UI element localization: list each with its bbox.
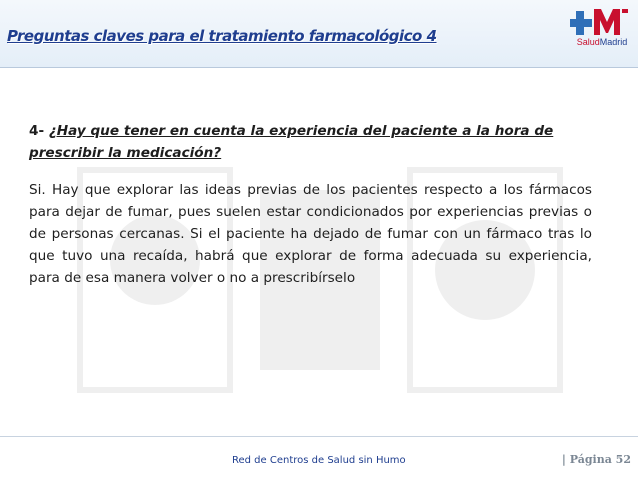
logo-text-primary: Salud <box>576 37 600 47</box>
answer-paragraph: Si. Hay que explorar las ideas previas de los pacientes respecto a los fármacos para dejar de fumar, pues suelen estar condicionados por experiencias previas o de personas cercanas. Si el paciente ha dejado de fumar con un fármaco tras lo que tuvo una recaída, habrá que explorar de forma adecuada su experiencia, para de esa manera volver o no a prescribírselo <box>29 182 592 286</box>
question <box>29 120 592 164</box>
question-number: 4- <box>29 123 49 139</box>
logo-text <box>572 37 632 47</box>
logo-text-secondary: Madrid <box>599 37 628 47</box>
slide-content <box>29 120 592 289</box>
header-divider <box>0 67 638 68</box>
footer-network-name: Red de Centros de Salud sin Humo <box>232 455 406 466</box>
question-text: ¿Hay que tener en cuenta la experiencia del paciente a la hora de prescribir la medicación? <box>29 123 554 161</box>
slide-title: Preguntas claves para el tratamiento farmacológico 4 <box>7 27 437 45</box>
footer-divider <box>0 436 638 437</box>
page-number: | Página 52 <box>561 453 631 466</box>
